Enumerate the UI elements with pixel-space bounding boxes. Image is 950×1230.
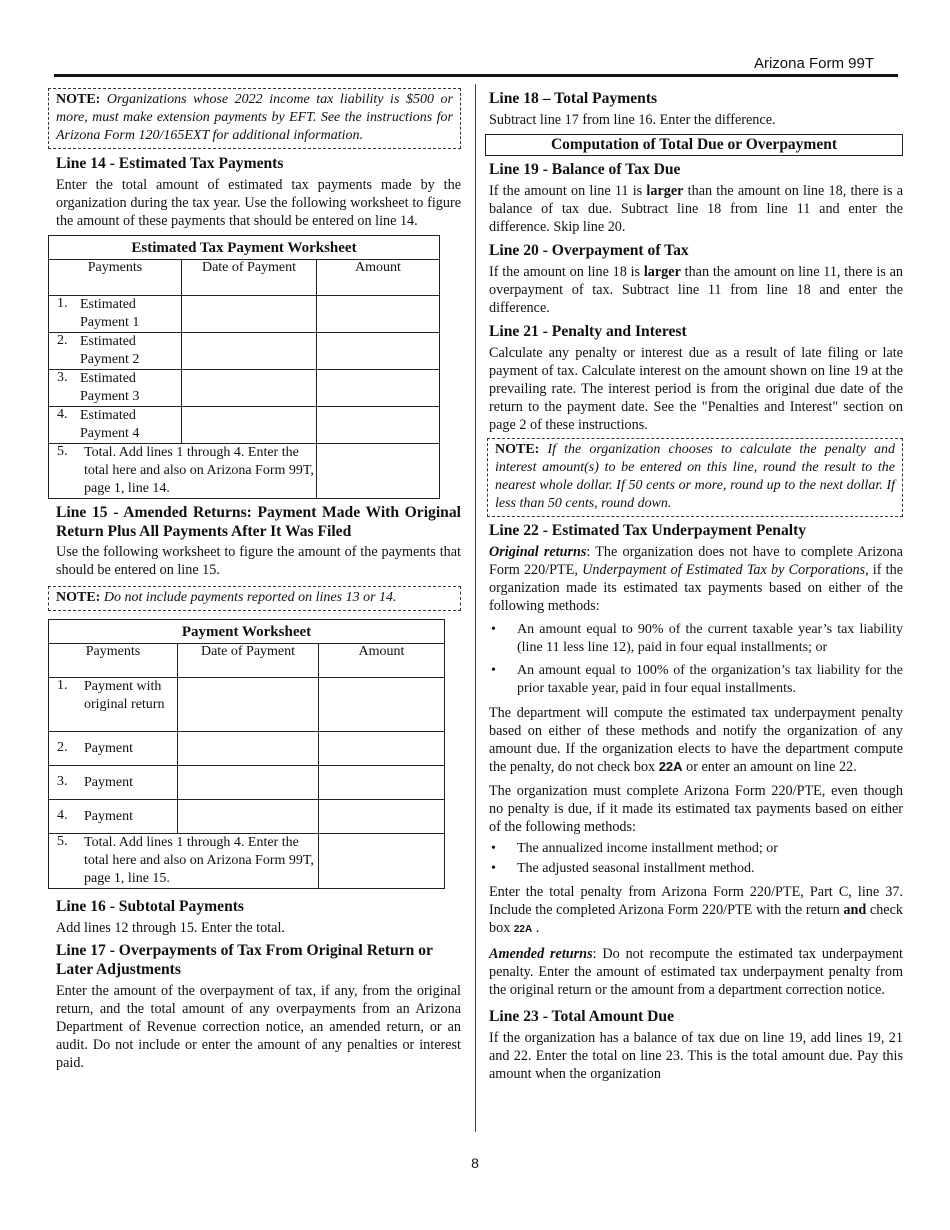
line22-must-text: The organization must complete Arizona Form 220/PTE, even though no penalty is due, if it made its estimated tax payments based on either of the following methods: — [489, 783, 903, 835]
worksheet-title: Payment Worksheet — [49, 620, 445, 644]
amount-cell[interactable] — [317, 296, 440, 333]
note-rounding — [487, 438, 903, 517]
col-header-date: Date of Payment — [182, 260, 317, 296]
row-number: 5. — [57, 834, 68, 849]
amount-cell[interactable] — [317, 370, 440, 407]
line21-heading: Line 21 - Penalty and Interest — [489, 323, 687, 340]
column-divider — [475, 84, 476, 1132]
box-22a: 22A — [658, 759, 683, 774]
amount-cell[interactable] — [319, 732, 445, 766]
table-row — [49, 732, 445, 766]
row-number: 4. — [57, 807, 68, 823]
estimated-tax-worksheet — [48, 235, 440, 499]
line16-text: Add lines 12 through 15. Enter the total. — [56, 920, 285, 936]
worksheet-title: Estimated Tax Payment Worksheet — [49, 236, 440, 260]
row-label: Total. Add lines 1 through 4. Enter the total here and also on Arizona Form 99T, page 1, line 14. — [84, 445, 314, 496]
amount-cell[interactable] — [317, 333, 440, 370]
table-row-total — [49, 444, 440, 499]
col-header-payments: Payments — [49, 260, 182, 296]
header-rule — [54, 74, 898, 77]
amount-cell[interactable] — [319, 834, 445, 889]
date-cell[interactable] — [182, 370, 317, 407]
payment-worksheet — [48, 619, 445, 889]
row-number: 4. — [57, 407, 68, 422]
row-label: Payment — [84, 774, 133, 790]
row-number: 3. — [57, 773, 68, 789]
methods-list-2 — [489, 840, 903, 878]
right-column — [489, 88, 903, 1083]
date-cell[interactable] — [178, 678, 319, 732]
amount-cell[interactable] — [319, 766, 445, 800]
col-header-amount: Amount — [319, 644, 445, 678]
line16-heading: Line 16 - Subtotal Payments — [56, 898, 245, 915]
row-number: 1. — [57, 678, 68, 693]
methods-list — [489, 621, 903, 698]
row-number: 5. — [57, 444, 68, 459]
col-header-payments: Payments — [49, 644, 178, 678]
date-cell[interactable] — [178, 800, 319, 834]
table-row — [49, 333, 440, 370]
date-cell[interactable] — [182, 296, 317, 333]
table-row — [49, 800, 445, 834]
line22-amended-text: Amended returns: Do not recompute the estimated tax underpayment penalty. Enter the amount of estimated tax underpayment penalty from the original return or the amount from a department correction notice. — [489, 946, 903, 998]
line17-text: Enter the amount of the overpayment of tax, if any, from the original return, and the total amount of any overpayments from an Arizona Department of Revenue correction notice, an amended return, or an audit. Do not include or enter the amount of any penalties or interest paid. — [56, 983, 461, 1071]
line21-text: Calculate any penalty or interest due as a result of late filing or late payment of tax. Calculate interest on the amount shown on line 19 at the prevailing rate. The interest period is from the original due date of the return to the payment date. See the "Penalties and Interest" section on page 2 of these instructions. — [489, 345, 903, 433]
list-item: • The annualized income installment method; or — [489, 840, 903, 858]
row-label: Total. Add lines 1 through 4. Enter the total here and also on Arizona Form 99T, page 1, line 15. — [84, 835, 314, 886]
row-number: 3. — [57, 370, 68, 385]
row-number: 2. — [57, 739, 68, 755]
note-eft — [48, 88, 461, 149]
note-text: Do not include payments reported on lines 13 or 14. — [103, 590, 397, 605]
line20-heading: Line 20 - Overpayment of Tax — [489, 242, 689, 259]
table-row — [49, 407, 440, 444]
note-text: If the organization chooses to calculate the penalty and interest amount(s) to be entered on this line, round the result to the nearest whole dollar. If 50 cents or more, round up to the next dollar. If less than 50 cents, round down. — [495, 442, 895, 511]
date-cell[interactable] — [178, 732, 319, 766]
note-label: NOTE: — [56, 92, 101, 107]
row-label: Estimated Payment 4 — [79, 408, 140, 441]
row-label: Payment — [84, 740, 133, 756]
date-cell[interactable] — [182, 407, 317, 444]
form-title: Arizona Form 99T — [753, 55, 874, 72]
line22-enter-text: Enter the total penalty from Arizona Form 220/PTE, Part C, line 37. Include the completed Arizona Form 220/PTE with the return and check box 22A . — [489, 884, 903, 936]
list-item: • An amount equal to 100% of the organization’s tax liability for the prior taxable year, paid in four equal installments. — [489, 662, 903, 698]
line19-heading: Line 19 - Balance of Tax Due — [489, 161, 681, 178]
page-number: 8 — [471, 1155, 479, 1171]
line22-heading: Line 22 - Estimated Tax Underpayment Penalty — [489, 522, 807, 539]
amount-cell[interactable] — [319, 678, 445, 732]
box-22a-small: 22A — [513, 924, 533, 935]
computation-title: Computation of Total Due or Overpayment — [485, 134, 903, 156]
left-column — [48, 88, 461, 1072]
table-row-total — [49, 834, 445, 889]
row-label: Payment with original return — [84, 679, 165, 712]
line14-text: Enter the total amount of estimated tax payments made by the organization during the tax year. Use the following worksheet to figure the amount of these payments that should be entered on line 14. — [56, 177, 461, 229]
line14-heading: Line 14 - Estimated Tax Payments — [56, 155, 284, 172]
line23-text: If the organization has a balance of tax due on line 19, add lines 19, 21 and 22. Enter the total on line 23. This is the total amount due. Pay this amount when the organization — [489, 1030, 903, 1082]
table-row — [49, 766, 445, 800]
amount-cell[interactable] — [317, 444, 440, 499]
amount-cell[interactable] — [319, 800, 445, 834]
note-payments — [48, 586, 461, 611]
table-row — [49, 296, 440, 333]
note-label: NOTE: — [56, 590, 101, 605]
row-number: 1. — [57, 296, 68, 311]
date-cell[interactable] — [178, 766, 319, 800]
amount-cell[interactable] — [317, 407, 440, 444]
line15-text: Use the following worksheet to figure the amount of the payments that should be entered on line 15. — [56, 544, 461, 578]
list-item: • An amount equal to 90% of the current taxable year’s tax liability (line 11 less line 12), paid in four equal installments; or — [489, 621, 903, 657]
line18-heading: Line 18 – Total Payments — [489, 90, 658, 107]
line22-dept-text: The department will compute the estimated tax underpayment penalty based on either of these methods and notify the organization of any amount due. If the organization elects to have the department compute the penalty, do not check box 22A or enter an amount on line 22. — [489, 705, 903, 775]
row-label: Estimated Payment 2 — [79, 334, 140, 367]
col-header-date: Date of Payment — [178, 644, 319, 678]
line17-heading: Line 17 - Overpayments of Tax From Original Return or Later Adjustments — [56, 942, 433, 978]
row-number: 2. — [57, 333, 68, 348]
row-label: Payment — [84, 808, 133, 824]
row-label: Estimated Payment 3 — [79, 371, 140, 404]
col-header-amount: Amount — [317, 260, 440, 296]
line18-text: Subtract line 17 from line 16. Enter the difference. — [489, 112, 776, 128]
line23-heading: Line 23 - Total Amount Due — [489, 1008, 674, 1025]
line20-text: If the amount on line 18 is larger than the amount on line 11, there is an overpayment of tax. Subtract line 11 from line 18 and enter the difference. — [489, 264, 903, 316]
note-text: Organizations whose 2022 income tax liability is $500 or more, must make extension payments by EFT. See the instructions for Arizona Form 120/165EXT for additional information. — [56, 92, 453, 143]
table-row — [49, 678, 445, 732]
line15-heading: Line 15 - Amended Returns: Payment Made With Original Return Plus All Payments After It Was Filed — [56, 504, 461, 540]
line19-text: If the amount on line 11 is larger than the amount on line 18, there is a balance of tax due. Subtract line 18 from line 11 and enter the difference. Skip line 20. — [489, 183, 903, 235]
list-item: • The adjusted seasonal installment method. — [489, 860, 903, 878]
row-label: Estimated Payment 1 — [79, 297, 140, 330]
line22-original-text: Original returns: The organization does not have to complete Arizona Form 220/PTE, Underpayment of Estimated Tax by Corporations, if the organization made its estimated tax payments based on either of the following methods: — [489, 544, 904, 614]
note-label: NOTE: — [495, 442, 540, 457]
table-row — [49, 370, 440, 407]
date-cell[interactable] — [182, 333, 317, 370]
